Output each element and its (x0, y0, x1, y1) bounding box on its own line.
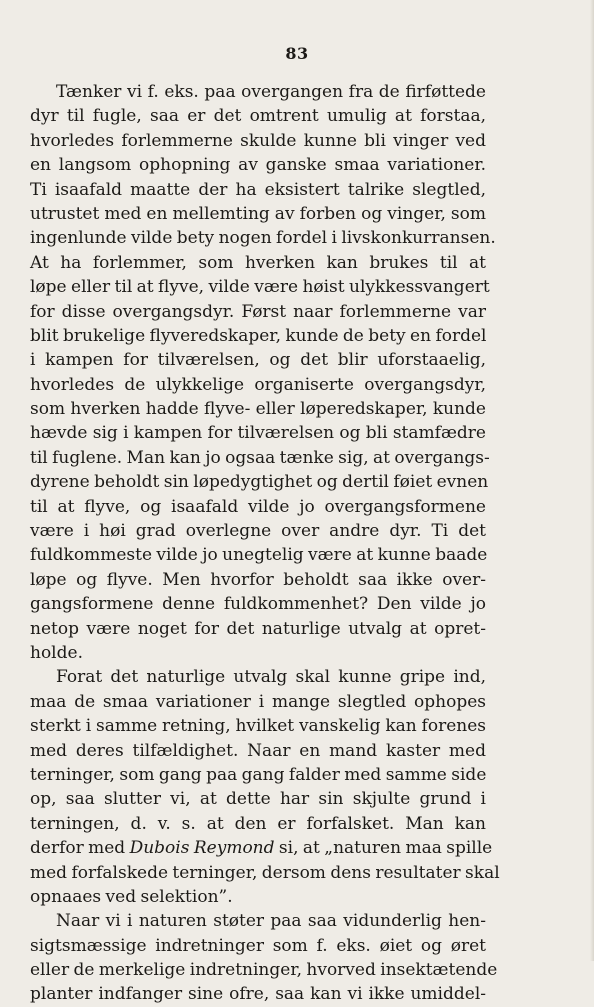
page-edge-shadow (590, 0, 594, 961)
text-line: dyr til fugle, saa er det omtrent umulig at forstaa, (30, 106, 486, 127)
text-line: opnaaes ved selektion”. (30, 886, 233, 907)
text-line: terningen, d. v. s. at den er forfalsket. Man kan (30, 813, 486, 834)
text-line: være i høi grad overlegne over andre dyr. Ti det (30, 521, 486, 542)
text-line: Tænker vi f. eks. paa overgangen fra de firføttede (56, 82, 486, 102)
text-line: med deres tilfældighet. Naar en mand kaster med (30, 740, 486, 761)
text-line: gangsformene denne fuldkommenhet? Den vilde jo (30, 594, 486, 615)
text-line: hævde sig i kampen for tilværelsen og bli stamfædre (30, 423, 486, 444)
page-number: 83 (285, 44, 309, 63)
text-line: blit brukelige flyveredskaper, kunde de bety en fordel (30, 325, 487, 346)
text-line: som hverken hadde flyve- eller løperedskaper, kunde (30, 399, 486, 420)
text-line: netop være noget for det naturlige utvalg at opret- (30, 618, 486, 639)
text-line: en langsom ophopning av ganske smaa variationer. (30, 155, 486, 176)
text-line: fuldkommeste vilde jo unegtelig være at kunne baade (30, 545, 488, 566)
text-line: hvorledes forlemmerne skulde kunne bli vinger ved (30, 130, 486, 151)
text-line: terninger, som gang paa gang falder med samme side (30, 764, 487, 785)
text-line: eller de merkelige indretninger, hvorved insektætende (30, 960, 498, 981)
text-line: Naar vi i naturen støter paa saa vidunderlig hen- (56, 911, 486, 932)
text-line: Ti isaafald maatte der ha eksistert talrike slegtled, (30, 179, 486, 200)
text-line (30, 836, 493, 860)
text-line: sigtsmæssige indretninger som f. eks. øiet og øret (30, 935, 486, 956)
text-line: planter indfanger sine ofre, saa kan vi ikke umiddel- (30, 984, 486, 1005)
text-line: ingenlunde vilde bety nogen fordel i livskonkurransen. (30, 228, 496, 249)
text-line: løpe eller til at flyve, vilde være høist ulykkessvangert (30, 277, 490, 298)
text-segment: si, at „naturen maa spille (274, 838, 493, 859)
text-line: i kampen for tilværelsen, og det blir uforstaaelig, (30, 350, 486, 371)
text-line: dyrene beholdt sin løpedygtighet og dertil føiet evnen (30, 472, 489, 493)
text-line: for disse overgangsdyr. Først naar forlemmerne var (30, 301, 486, 322)
body-text (30, 80, 500, 1007)
person-name: Dubois Reymond (129, 838, 275, 859)
text-segment: derfor med (30, 838, 130, 859)
text-line: til fuglene. Man kan jo ogsaa tænke sig, at overgangs- (30, 447, 490, 468)
text-line: hvorledes de ulykkelige organiserte overgangsdyr, (30, 374, 486, 395)
text-line: utrustet med en mellemting av forben og vinger, som (30, 203, 486, 224)
text-line: til at flyve, og isaafald vilde jo overgangsformene (30, 496, 486, 517)
text-line: løpe og flyve. Men hvorfor beholdt saa ikke over- (30, 569, 486, 590)
text-line: op, saa slutter vi, at dette har sin skjulte grund i (30, 789, 486, 810)
text-line: med forfalskede terninger, dersom dens resultater skal (30, 862, 500, 883)
text-line: maa de smaa variationer i mange slegtled ophopes (30, 691, 486, 712)
text-line: holde. (30, 642, 83, 663)
text-line: At ha forlemmer, som hverken kan brukes til at (30, 252, 486, 273)
text-line: Forat det naturlige utvalg skal kunne gripe ind, (56, 667, 486, 688)
text-line: sterkt i samme retning, hvilket vanskelig kan forenes (30, 716, 486, 737)
